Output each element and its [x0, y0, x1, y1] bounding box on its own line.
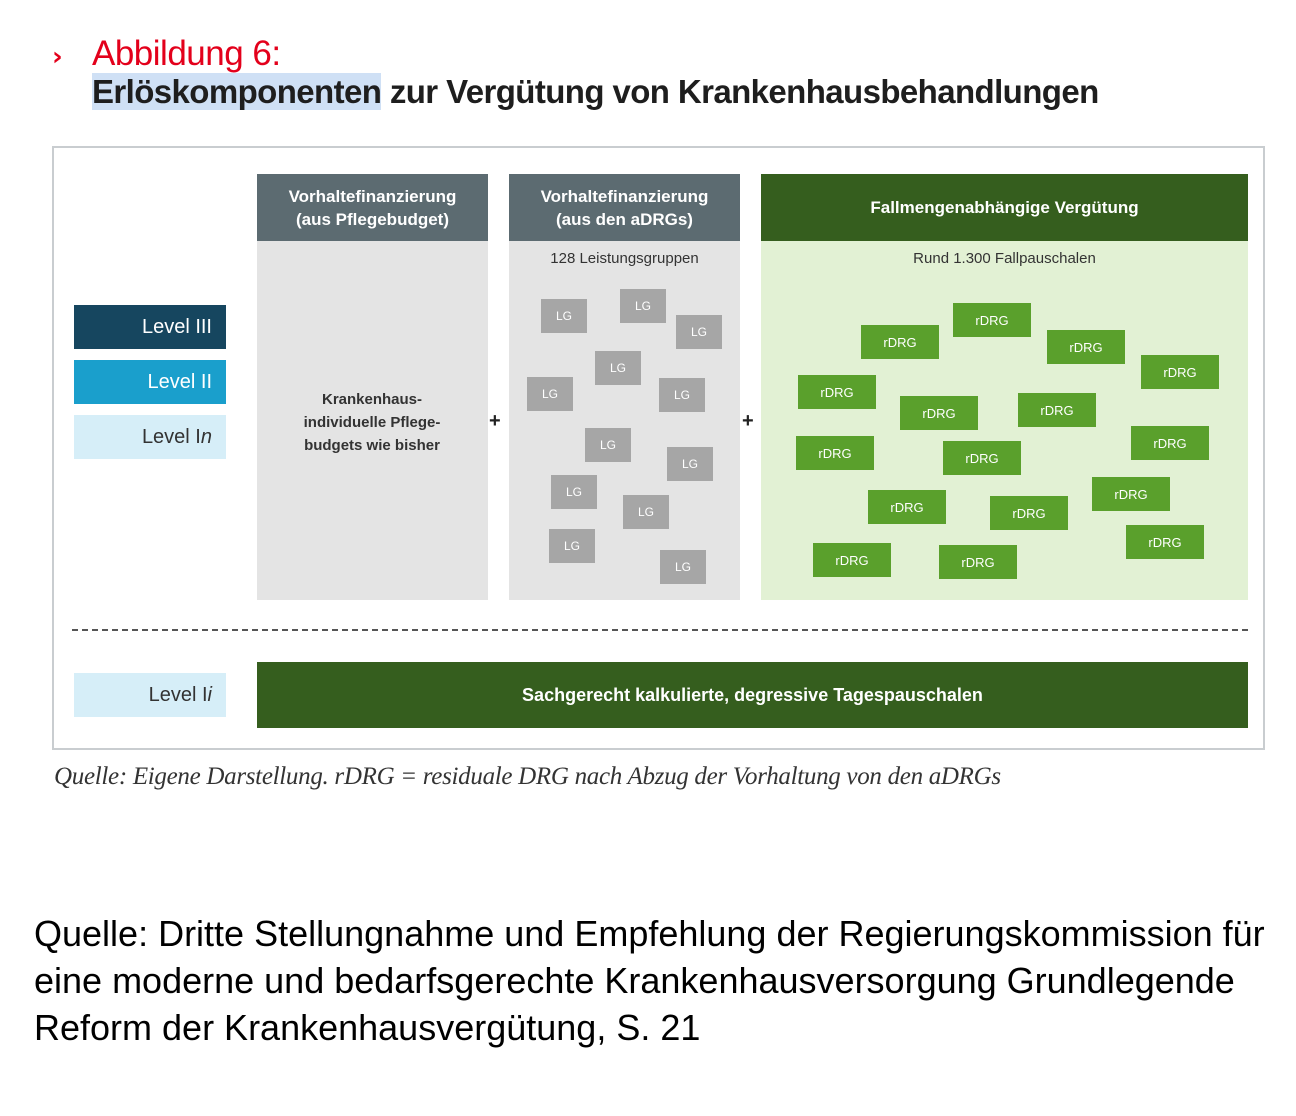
pflege-header-line1: Vorhaltefinanzierung: [288, 186, 457, 206]
pflege-text: [272, 388, 472, 457]
level-2-box: [74, 360, 226, 404]
rdrg-box: rDRG: [798, 375, 876, 409]
fallmengen-header-text: Fallmengenabhängige Vergütung: [870, 198, 1139, 217]
level-1n-suffix: n: [200, 425, 212, 448]
lg-box: LG: [620, 289, 666, 323]
adrg-header-line2: (aus den aDRGs): [556, 209, 693, 229]
lg-box: LG: [541, 299, 587, 333]
fallmengen-subtitle: Rund 1.300 Fallpauschalen: [913, 250, 1096, 267]
figure-caption: Quelle: Eigene Darstellung. rDRG = residuale DRG nach Abzug der Vorhaltung von den aDRGs: [54, 763, 1001, 790]
lg-box: LG: [623, 495, 669, 529]
source-text: Quelle: Dritte Stellungnahme und Empfehlung der Regierungskommission für eine moderne und bedarfsgerechte Krankenhausversorgung Grundlegende Reform der Krankenhausvergütung, S. 21: [34, 913, 1265, 1048]
tagespauschalen-bar: [257, 662, 1248, 728]
lg-box: LG: [659, 378, 705, 412]
adrg-header: [509, 174, 740, 241]
level-1i-suffix: i: [207, 683, 212, 706]
rdrg-box: rDRG: [953, 303, 1031, 337]
dashed-separator: [72, 629, 1248, 631]
rdrg-box: rDRG: [1092, 477, 1170, 511]
rdrg-box: rDRG: [1047, 330, 1125, 364]
fallmengen-header: [761, 174, 1248, 241]
plus-sign-2: +: [742, 410, 754, 432]
title-rest: zur Vergütung von Krankenhausbehandlungen: [381, 73, 1099, 110]
pflege-text-line1: Krankenhaus-: [321, 391, 423, 408]
pflege-header: [257, 174, 488, 241]
level-3-label: Level III: [141, 315, 212, 338]
level-1n-label: Level I: [141, 425, 201, 448]
rdrg-box: rDRG: [1018, 393, 1096, 427]
adrg-header-line1: Vorhaltefinanzierung: [540, 186, 709, 206]
rdrg-box: rDRG: [1126, 525, 1204, 559]
lg-box: LG: [549, 529, 595, 563]
level-1i-label: Level I: [148, 683, 208, 706]
plus-sign-1: +: [489, 410, 501, 432]
lg-box: LG: [667, 447, 713, 481]
lg-box: LG: [660, 550, 706, 584]
pflege-text-line2: individuelle Pflege-: [303, 414, 441, 431]
rdrg-box: rDRG: [939, 545, 1017, 579]
level-1n-box: [74, 415, 226, 459]
adrg-subtitle: 128 Leistungsgruppen: [550, 250, 699, 267]
rdrg-box: rDRG: [796, 436, 874, 470]
lg-box: LG: [676, 315, 722, 349]
rdrg-box: rDRG: [900, 396, 978, 430]
level-3-box: [74, 305, 226, 349]
rdrg-box: rDRG: [813, 543, 891, 577]
level-1i-box: [74, 673, 226, 717]
lg-box: LG: [585, 428, 631, 462]
level-2-label: Level II: [147, 370, 212, 393]
lg-box: LG: [527, 377, 573, 411]
rdrg-box: rDRG: [1131, 426, 1209, 460]
lg-box: LG: [595, 351, 641, 385]
lg-box: LG: [551, 475, 597, 509]
rdrg-box: rDRG: [861, 325, 939, 359]
title-highlighted-word: Erlöskomponenten: [92, 73, 382, 110]
rdrg-box: rDRG: [1141, 355, 1219, 389]
rdrg-box: rDRG: [943, 441, 1021, 475]
chevron-right-icon: ›: [52, 42, 63, 72]
pflege-header-line2: (aus Pflegebudget): [295, 209, 449, 229]
pflege-text-line3: budgets wie bisher: [304, 437, 440, 454]
figure-title: [92, 72, 1099, 112]
figure-number: Abbildung 6:: [92, 34, 281, 73]
rdrg-box: rDRG: [868, 490, 946, 524]
rdrg-box: rDRG: [990, 496, 1068, 530]
tagespauschalen-text: Sachgerecht kalkulierte, degressive Tagespauschalen: [522, 684, 983, 705]
